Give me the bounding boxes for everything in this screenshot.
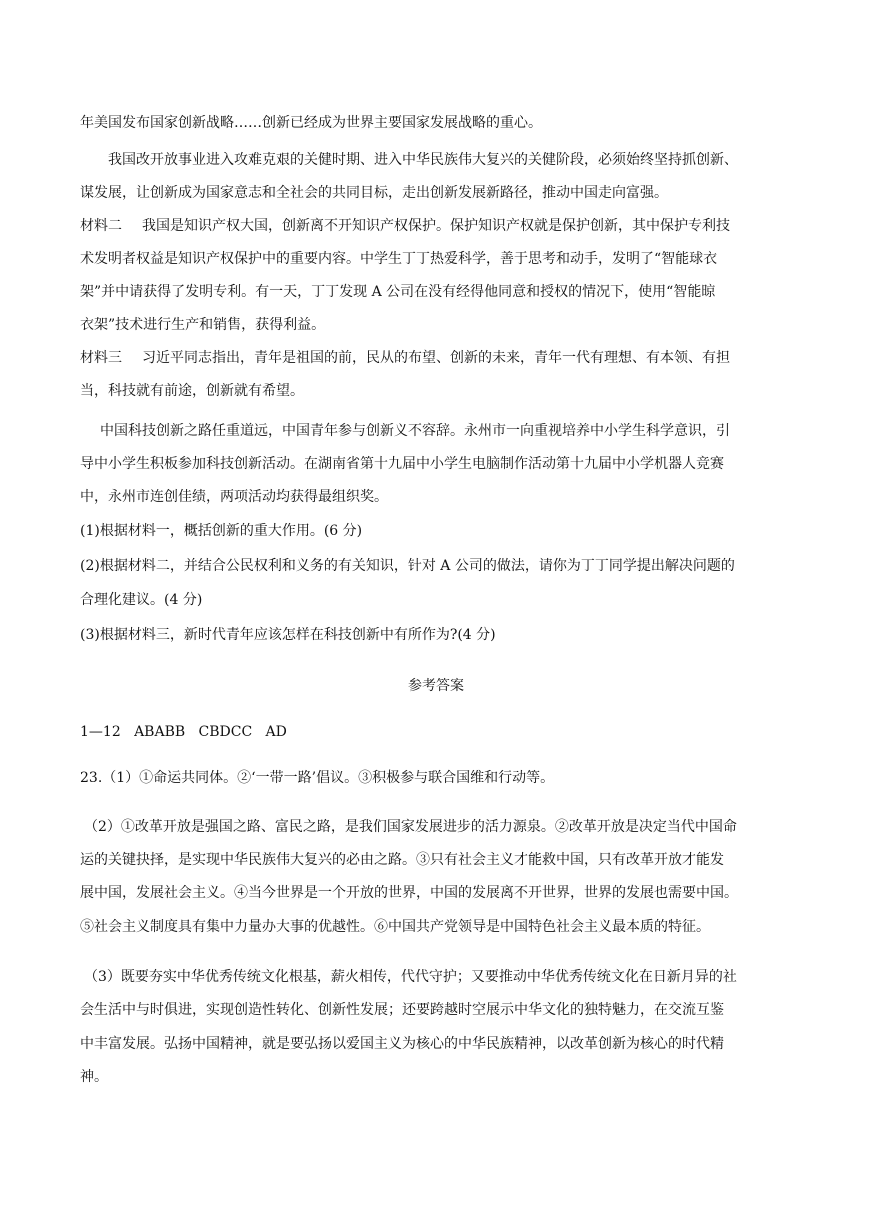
answer-23-1: 23.（1）①命运共同体。②‘一带一路’倡议。③积极参与联合国维和行动等。: [80, 770, 555, 786]
question-2-line1: (2)根据材料二，并结合公民权利和义务的有关知识，针对 A 公司的做法，请你为丁丁同学提出解决问题的: [80, 558, 735, 574]
answer-23-2-line3: 展中国，发展社会主义。④当今世界是一个开放的世界，中国的发展离不开世界，世界的发展也需要中国。: [80, 885, 738, 901]
material2-text-line1: 我国是知识产权大国，创新离不开知识产权保护。保护知识产权就是保护创新，其中保护专利技: [142, 218, 730, 234]
answer-23-2-line2: 运的关键抉择，是实现中华民族伟大复兴的必由之路。③只有社会主义才能救中国，只有改革开放才能发: [80, 852, 724, 868]
material3-label: 材料三: [80, 350, 122, 366]
answer-23-3-line3: 中丰富发展。弘扬中国精神，就是要弘扬以爱国主义为核心的中华民族精神，以改革创新为核心的时代精: [80, 1036, 724, 1052]
material2-label: 材料二: [80, 218, 122, 234]
question-3: (3)根据材料三，新时代青年应该怎样在科技创新中有所作为?(4 分): [80, 627, 496, 643]
answer-23-2-line1: （2）①改革开放是强国之路、富民之路，是我们国家发展进步的活力源泉。②改革开放是决定当代中国命: [84, 819, 737, 835]
question-2-line2: 合理化建议。(4 分): [80, 592, 203, 608]
material3-text-line1: 习近平同志指出，青年是祖国的前，民从的布望、创新的未来，青年一代有理想、有本领、有担: [142, 350, 730, 366]
material3-para2-line1: 中国科技创新之路任重道远，中国青年参与创新义不容辞。永州市一向重视培养中小学生科学意识，引: [100, 423, 730, 439]
material2-line3: 架”并中请获得了发明专利。有一天，丁丁发现 A 公司在没有经得他同意和授权的情况下，使用“智能晾: [80, 284, 716, 300]
material2-line4: 衣架”技术进行生产和销售，获得利益。: [80, 317, 326, 333]
answer-23-3-line1: （3）既要夯实中华优秀传统文化根基，薪火相传，代代守护；又要推动中华优秀传统文化在日新月异的社: [84, 969, 737, 985]
question-1: (1)根据材料一，概括创新的重大作用。(6 分): [80, 523, 363, 539]
material2-line1: [80, 216, 730, 236]
material3-line1: [80, 348, 730, 368]
material3-para2-line2: 导中小学生积板参加科技创新活动。在湖南省第十九届中小学生电脑制作活动第十九届中小学机器人竞赛: [80, 456, 724, 472]
material1-para2-line1: 我国改开放事业进入攻难克艰的关健时期、进入中华民族伟大复兴的关健阶段，必须始终坚持抓创新、: [108, 152, 738, 168]
material2-line2: 术发明者权益是知识产权保护中的重要内容。中学生丁丁热爱科学，善于思考和动手，发明了“智能球衣: [80, 251, 718, 267]
answers-choice: 1—12 ABABB CBDCC AD: [80, 724, 287, 740]
material1-para2-line2: 谋发展，让创新成为国家意志和全社会的共同目标，走出创新发展新路径，推动中国走向富强。: [80, 185, 668, 201]
material3-line2: 当，科技就有前途，创新就有希望。: [80, 383, 304, 399]
answers-heading: 参考答案: [408, 678, 464, 694]
answer-23-3-line4: 神。: [80, 1069, 108, 1085]
material1-line1: 年美国发布国家创新战略……创新已经成为世界主要国家发展战略的重心。: [80, 115, 542, 131]
answer-23-3-line2: 会生活中与时俱进，实现创造性转化、创新性发展；还要跨越时空展示中华文化的独特魅力，在交流互鉴: [80, 1002, 724, 1018]
material3-para2-line3: 中，永州市连创佳绩，两项活动均获得最组织奖。: [80, 489, 388, 505]
answer-23-2-line4: ⑤社会主义制度具有集中力量办大事的优越性。⑥中国共产党领导是中国特色社会主义最本质的特征。: [80, 919, 710, 935]
